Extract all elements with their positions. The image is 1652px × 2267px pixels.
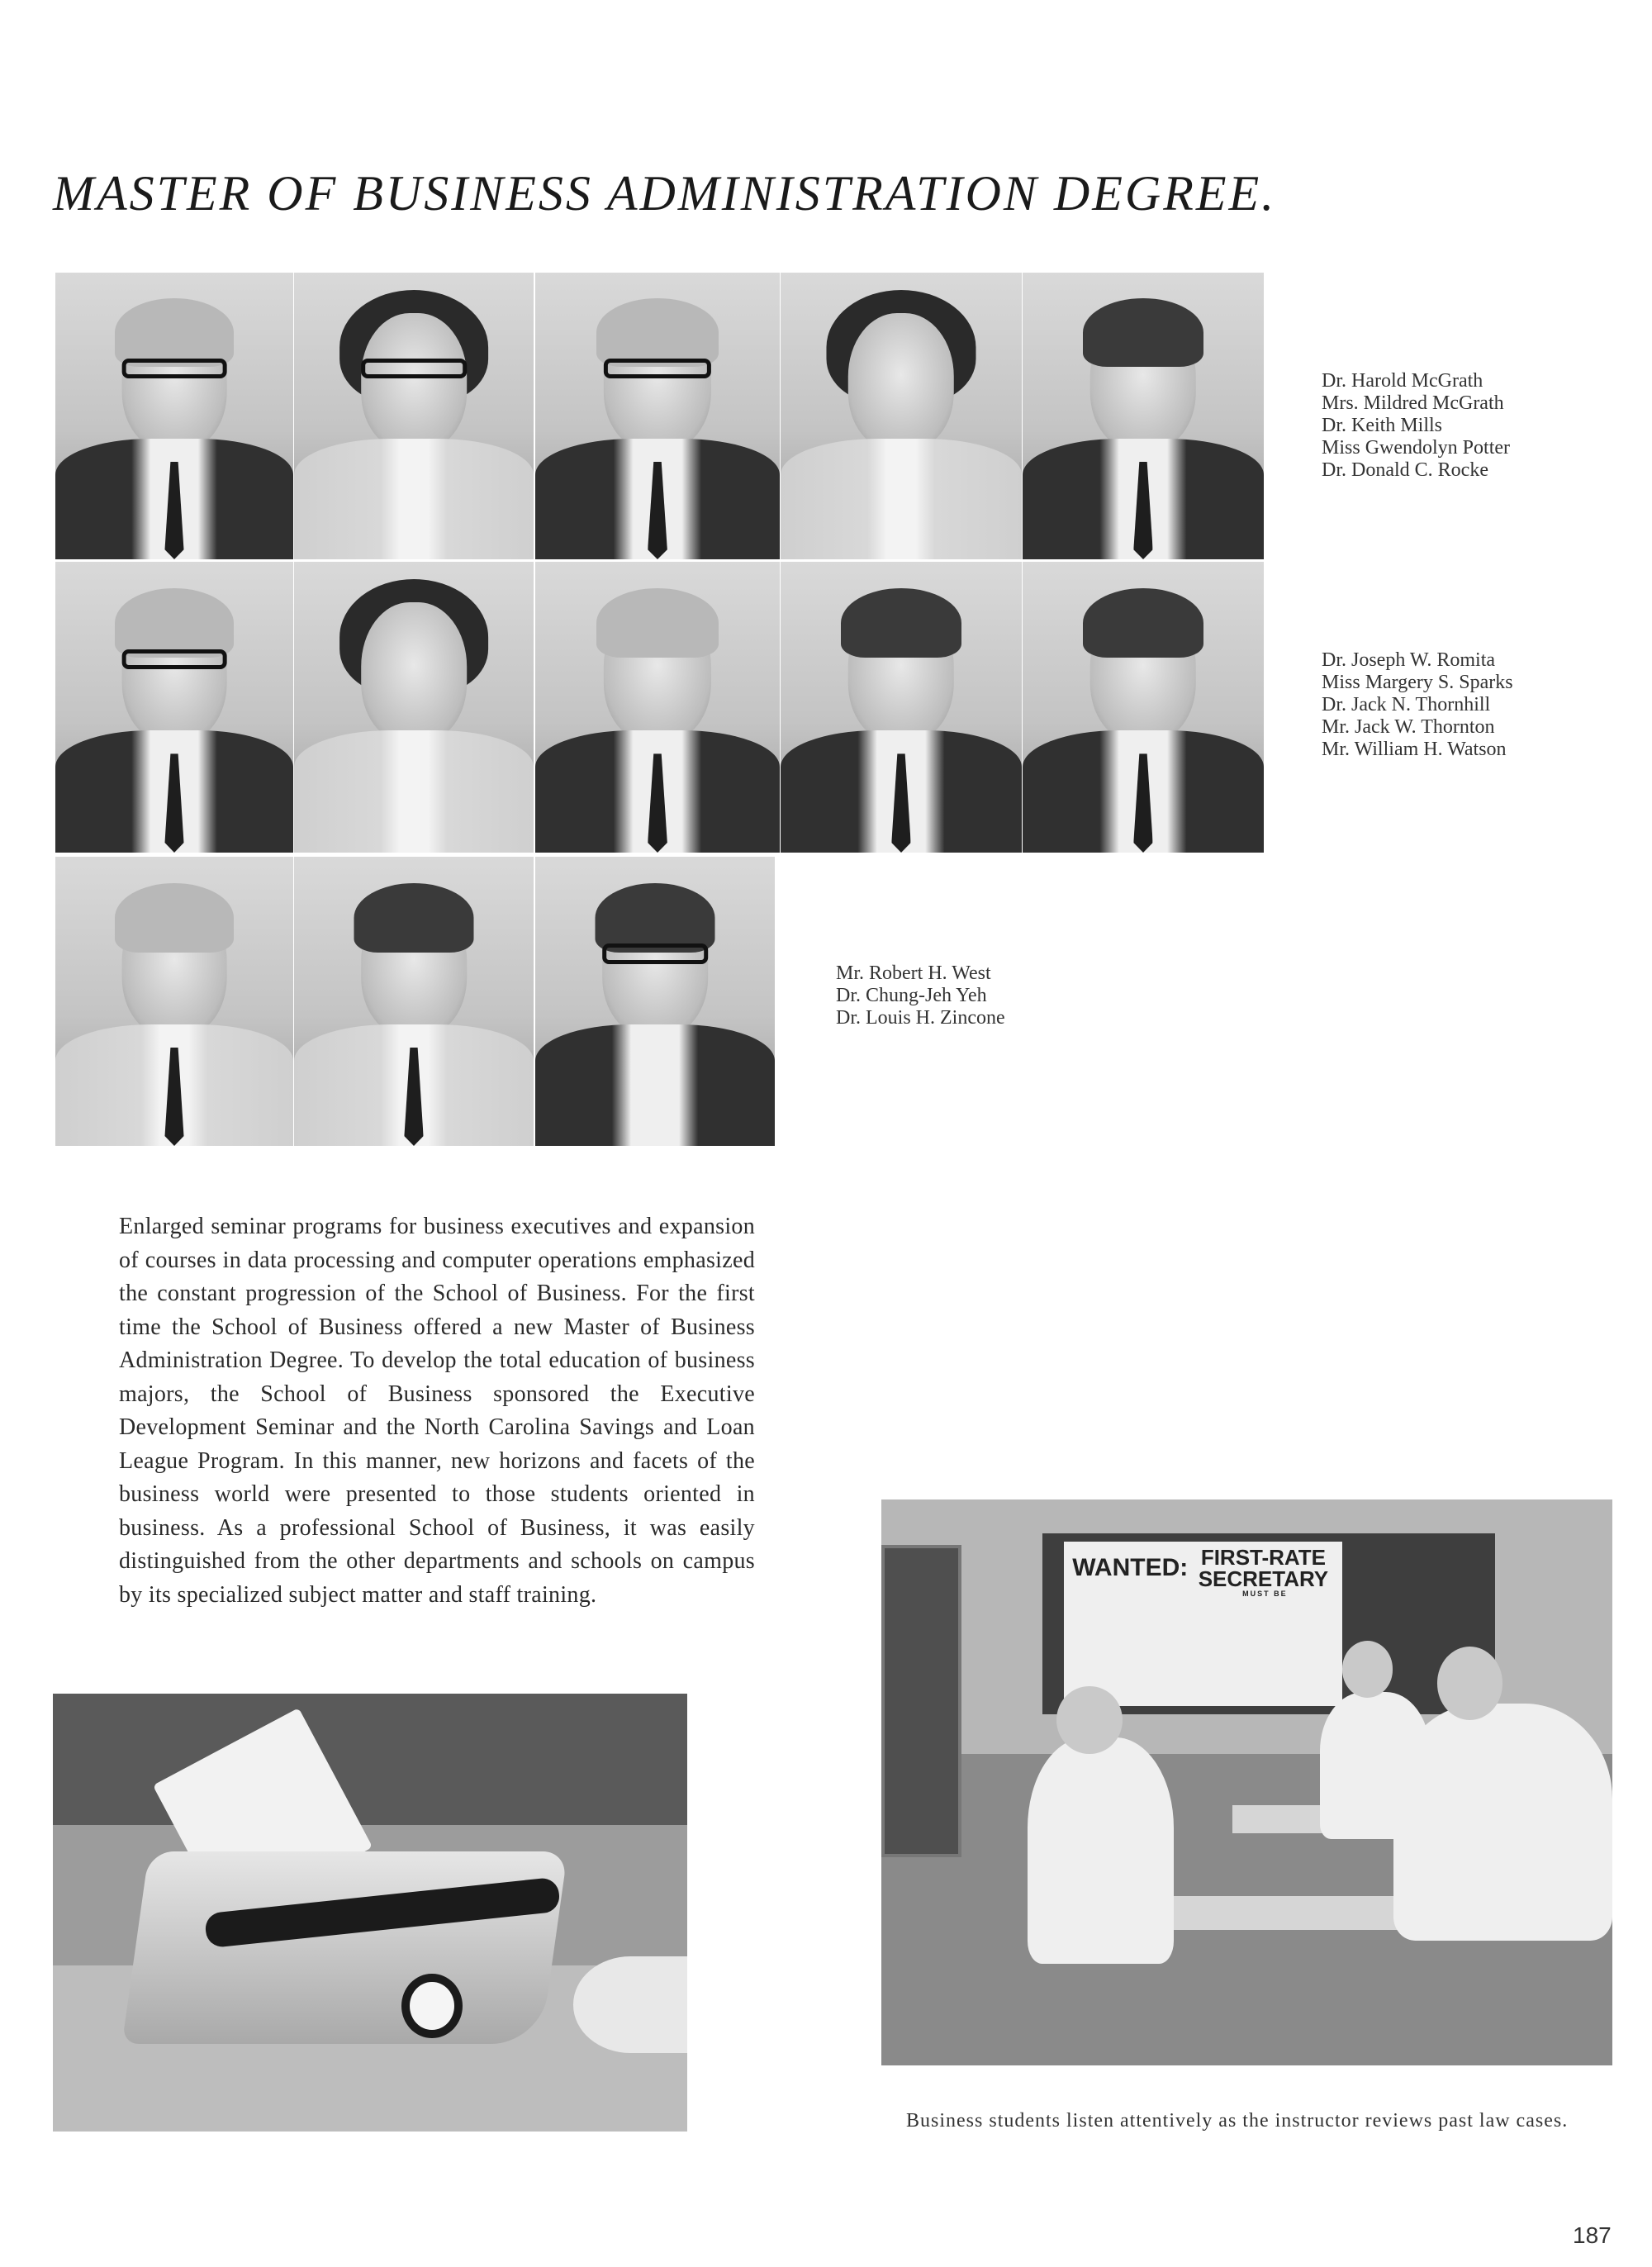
name-keith-mills: Dr. Keith Mills <box>1322 415 1443 436</box>
name-william-watson: Mr. William H. Watson <box>1322 739 1507 760</box>
names-row-3 <box>836 962 1005 1029</box>
portrait-harold-mcgrath <box>55 273 293 559</box>
portrait-jack-thornton <box>781 562 1022 853</box>
name-mildred-mcgrath: Mrs. Mildred McGrath <box>1322 392 1504 414</box>
name-chung-jeh-yeh: Dr. Chung-Jeh Yeh <box>836 985 987 1006</box>
portrait-jack-thornhill <box>535 562 780 853</box>
name-gwendolyn-potter: Miss Gwendolyn Potter <box>1322 437 1510 459</box>
classroom-photo <box>881 1499 1612 2065</box>
name-harold-mcgrath: Dr. Harold McGrath <box>1322 370 1483 392</box>
portrait-louis-zincone <box>535 857 775 1146</box>
portrait-keith-mills <box>535 273 780 559</box>
portrait-joseph-romita <box>55 562 293 853</box>
page-number: 187 <box>1573 2222 1612 2248</box>
name-donald-rocke: Dr. Donald C. Rocke <box>1322 459 1488 481</box>
poster-first-rate: FIRST-RATE <box>1200 1545 1327 1571</box>
poster-secretary: SECRETARY <box>1198 1566 1329 1592</box>
typewriter-photo <box>53 1694 687 2132</box>
article-body: Enlarged seminar programs for business executives and expansion of courses in data processing and computer operations emphasized the constant progression of the School of Business. For the first time the School of Business offered a new Master of Business Administration Degree. To develop the total education of business majors, the School of Business sponsored the Executive Development Seminar and the North Carolina Savings and Loan League Program. In this manner, new horizons and facets of the business world were presented to those students oriented in business. As a professional School of Business, it was easily distinguished from the other departments and schools on campus by its specialized subject matter and staff training. <box>119 1214 755 1608</box>
portrait-robert-west <box>55 857 293 1146</box>
portrait-gwendolyn-potter <box>781 273 1022 559</box>
name-jack-thornhill: Dr. Jack N. Thornhill <box>1322 694 1491 715</box>
wanted-poster <box>1064 1542 1341 1706</box>
name-jack-thornton: Mr. Jack W. Thornton <box>1322 716 1495 738</box>
portrait-margery-sparks <box>294 562 534 853</box>
page-title: MASTER OF BUSINESS ADMINISTRATION DEGREE. <box>53 166 1277 221</box>
poster-must-be: MUST BE <box>1242 1590 1288 1599</box>
poster-wanted: WANTED: <box>1072 1554 1189 1582</box>
portrait-william-watson <box>1023 562 1264 853</box>
names-row-1 <box>1322 370 1510 482</box>
name-joseph-romita: Dr. Joseph W. Romita <box>1322 649 1496 671</box>
name-louis-zincone: Dr. Louis H. Zincone <box>836 1007 1005 1029</box>
portrait-chung-jeh-yeh <box>294 857 534 1146</box>
name-margery-sparks: Miss Margery S. Sparks <box>1322 672 1513 693</box>
classroom-caption: Business students listen attentively as the instructor reviews past law cases. <box>906 2110 1569 2132</box>
portrait-donald-rocke <box>1023 273 1264 559</box>
name-robert-west: Mr. Robert H. West <box>836 962 991 984</box>
portrait-mildred-mcgrath <box>294 273 534 559</box>
names-row-2 <box>1322 649 1513 761</box>
